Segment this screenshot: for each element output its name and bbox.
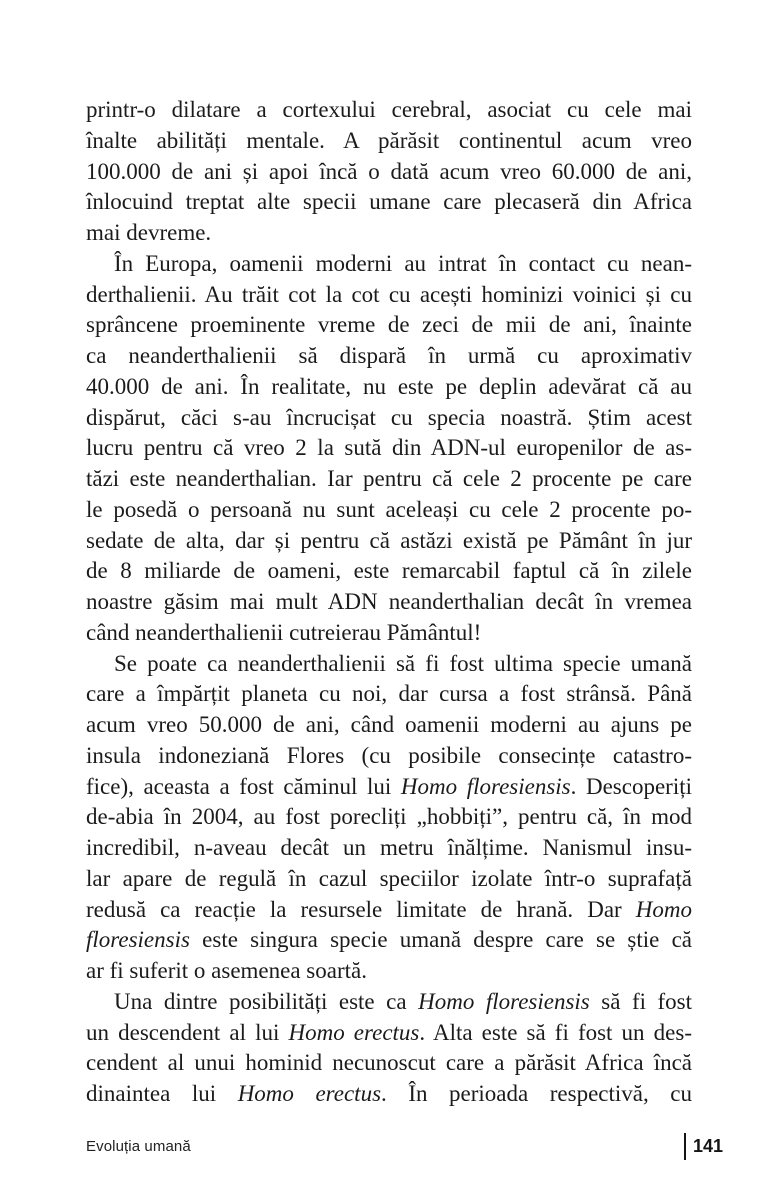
text-segment: fice), aceasta a fost căminul lui — [86, 773, 401, 799]
text-line — [86, 310, 692, 341]
text-line — [86, 618, 692, 649]
text-segment: redusă ca reacție la resursele limitate de hrană. Dar — [86, 896, 636, 922]
text-segment: un descendent al lui — [86, 1019, 289, 1045]
text-segment: acum vreo 50.000 de ani, când oamenii moderni au ajuns pe — [86, 712, 692, 737]
text-segment: Una dintre posibilități este ca — [114, 988, 419, 1014]
page-number: 141 — [692, 1135, 723, 1156]
text-line — [86, 925, 692, 956]
text-line — [86, 526, 692, 557]
text-segment: . Alta este să fi fost un des- — [419, 1019, 692, 1045]
body-text — [86, 95, 692, 1110]
text-line — [86, 741, 692, 772]
text-segment: insula indoneziană Flores (cu posibile consecințe catastro- — [86, 742, 692, 768]
text-segment: 100.000 de ani și apoi încă o dată acum vreo 60.000 de ani, — [86, 158, 692, 184]
text-line — [86, 987, 692, 1018]
italic-species-name: Homo floresiensis — [400, 773, 571, 799]
text-line — [86, 649, 692, 680]
text-segment: înalte abilități mentale. A părăsit continentul acum vreo — [86, 127, 692, 153]
text-line — [86, 679, 692, 710]
italic-species-name: Homo floresiensis — [418, 988, 590, 1014]
text-segment: de-abia în 2004, au fost porecliți „hobbiți”, pentru că, în mod — [86, 804, 692, 830]
text-line — [86, 1048, 692, 1079]
text-segment: dispărut, căci s-au încrucișat cu specia noastră. Știm acest — [86, 404, 692, 430]
italic-species-name: Homo erectus — [237, 1081, 382, 1106]
text-line — [86, 710, 692, 741]
text-segment: dinaintea lui — [86, 1081, 238, 1106]
text-segment: În Europa, oamenii moderni au intrat în contact cu nean- — [114, 250, 692, 276]
text-segment: este singura specie umană despre care se știe că — [189, 927, 692, 953]
page-number-group — [684, 1133, 723, 1160]
page-footer — [86, 1130, 723, 1162]
text-segment: cendent al unui hominid necunoscut care a părăsit Africa încă — [86, 1050, 692, 1076]
text-segment: . Descoperiți — [570, 773, 692, 799]
text-segment: când neanderthalienii cutreierau Pământul! — [86, 619, 482, 645]
text-line — [86, 772, 692, 803]
italic-species-name: Homo erectus — [288, 1019, 420, 1045]
text-segment: ar fi suferit o asemenea soartă. — [86, 958, 367, 983]
text-line — [86, 587, 692, 618]
text-line — [86, 249, 692, 280]
text-segment: care a împărțit planeta cu noi, dar cursa a fost strânsă. Până — [86, 681, 692, 707]
text-line — [86, 372, 692, 403]
running-footer-title: Evoluția umană — [86, 1137, 191, 1155]
footer-divider — [684, 1133, 686, 1160]
text-segment: mai devreme. — [86, 220, 212, 245]
text-line — [86, 341, 692, 372]
text-line — [86, 956, 692, 987]
text-line — [86, 187, 692, 218]
text-segment: derthalienii. Au trăit cot la cot cu acești hominizi voinici și cu — [86, 281, 692, 307]
italic-species-name: Homo — [635, 896, 692, 922]
text-segment: ca neanderthalienii să dispară în urmă cu aproximativ — [86, 343, 692, 368]
text-line — [86, 433, 692, 464]
text-line — [86, 218, 692, 249]
text-segment: noastre găsim mai mult ADN neanderthalian decât în vremea — [86, 589, 692, 614]
text-line — [86, 802, 692, 833]
text-segment: lucru pentru că vreo 2 la sută din ADN-ul europenilor de as- — [86, 435, 692, 461]
text-segment: sedate de alta, dar și pentru că astăzi există pe Pământ în jur — [86, 527, 692, 553]
text-segment: Se poate ca neanderthalienii să fi fost ultima specie umană — [114, 650, 692, 676]
text-segment: de 8 miliarde de oameni, este remarcabil faptul că în zilele — [86, 558, 692, 584]
text-line — [86, 495, 692, 526]
text-line — [86, 464, 692, 495]
text-line — [86, 1079, 692, 1110]
text-segment: lar apare de regulă în cazul speciilor izolate într-o suprafață — [86, 865, 692, 891]
text-segment: 40.000 de ani. În realitate, nu este pe deplin adevărat că au — [86, 373, 692, 399]
text-line — [86, 157, 692, 188]
text-line — [86, 280, 692, 311]
text-segment: incredibil, n-aveau decât un metru înălțime. Nanismul insu- — [86, 835, 692, 860]
text-line — [86, 556, 692, 587]
text-line — [86, 833, 692, 864]
text-segment: . În perioada respectivă, cu — [381, 1081, 692, 1106]
text-segment: sprâncene proeminente vreme de zeci de mii de ani, înainte — [86, 312, 692, 338]
text-line — [86, 1018, 692, 1049]
text-line — [86, 895, 692, 926]
italic-species-name: floresiensis — [86, 927, 190, 953]
text-line — [86, 403, 692, 434]
text-line — [86, 126, 692, 157]
text-segment: printr-o dilatare a cortexului cerebral, asociat cu cele mai — [86, 97, 692, 122]
text-line — [86, 95, 692, 126]
text-segment: le posedă o persoană nu sunt aceleași cu cele 2 procente po- — [86, 496, 692, 522]
text-line — [86, 864, 692, 895]
text-segment: înlocuind treptat alte specii umane care plecaseră din Africa — [86, 189, 692, 215]
text-segment: tăzi este neanderthalian. Iar pentru că cele 2 procente pe care — [86, 466, 692, 491]
text-segment: să fi fost — [589, 988, 693, 1014]
